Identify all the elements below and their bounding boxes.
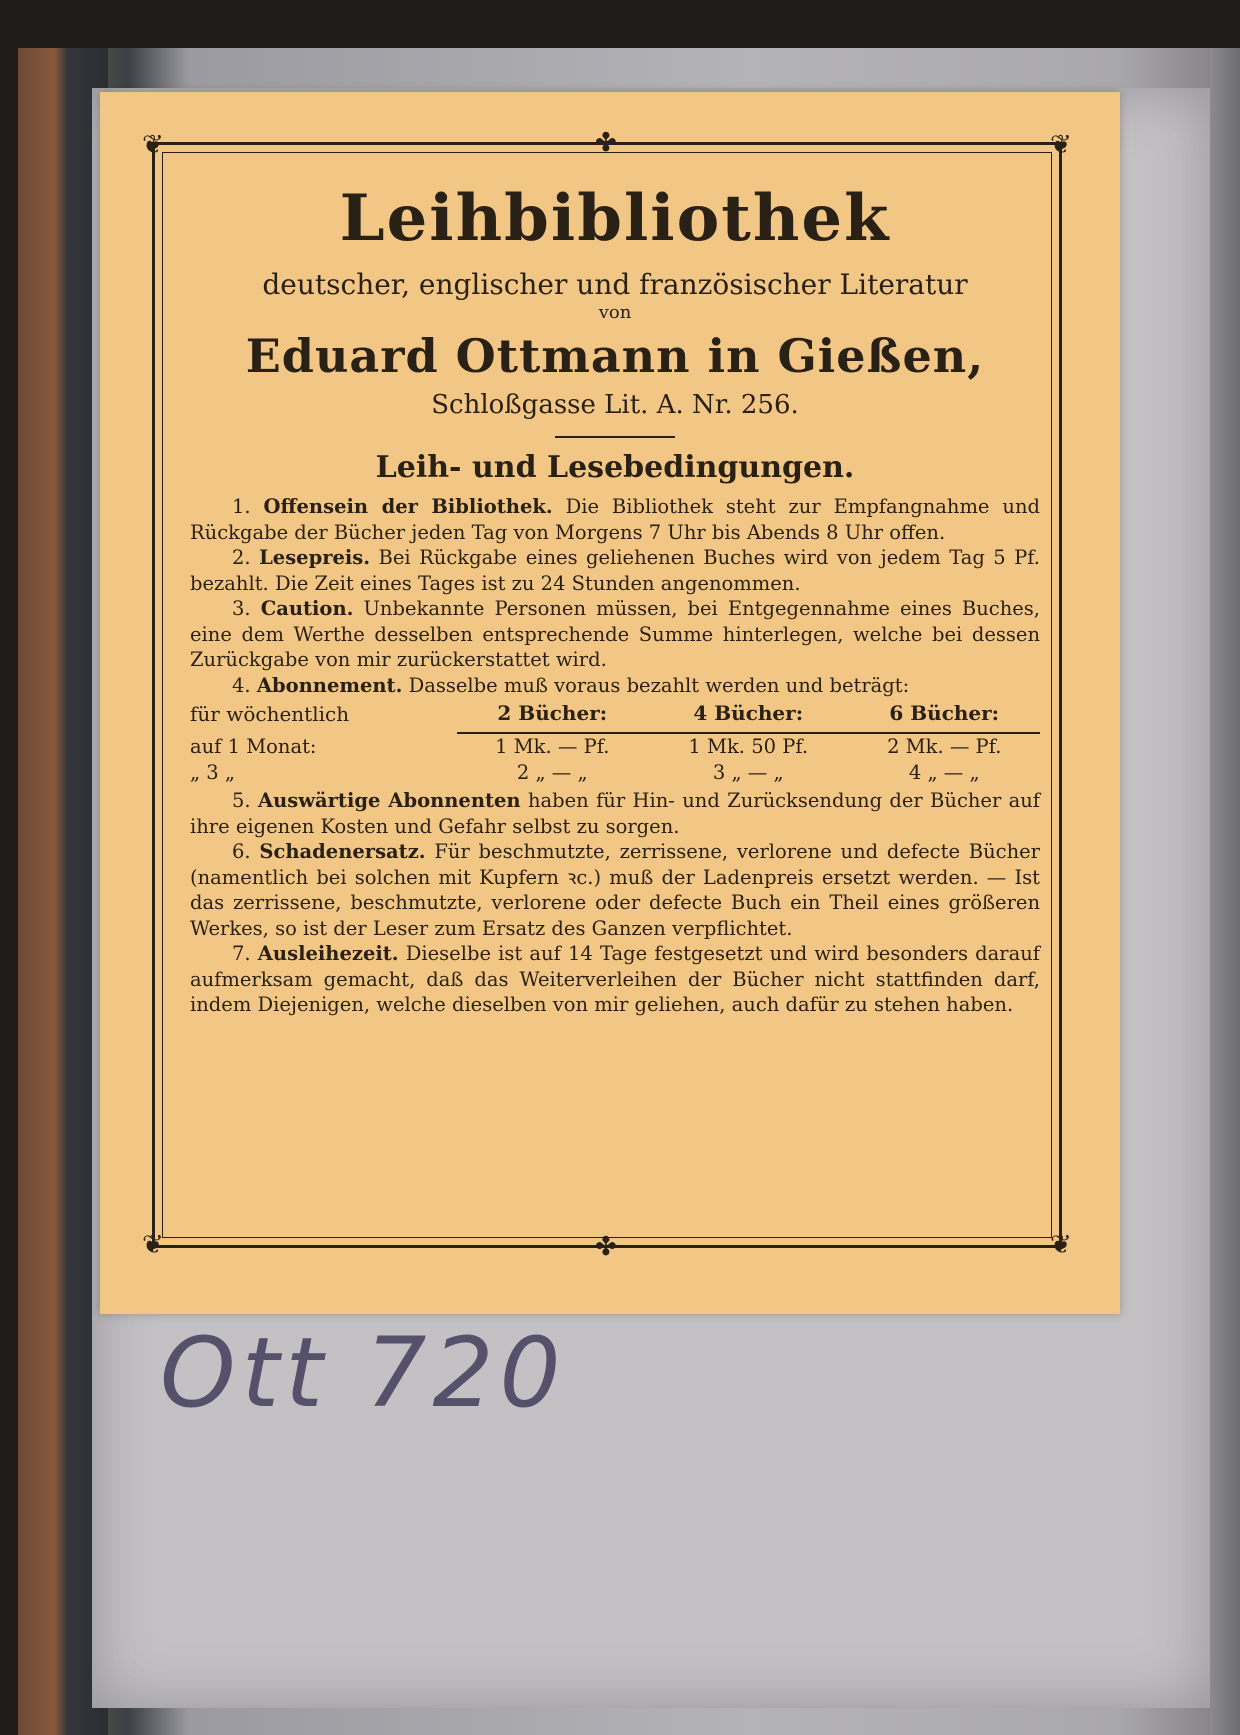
price-row (190, 760, 1040, 786)
label-title: Leihbibliothek (339, 181, 891, 256)
price-row (190, 733, 1040, 760)
right-spine (1210, 48, 1240, 1735)
corner-ornament-icon: ❦ (142, 1230, 164, 1260)
price-cell: 2 Mk. — Pf. (887, 735, 1002, 758)
price-cell: 1 Mk. — Pf. (495, 735, 610, 758)
price-header: 4 Bücher: (648, 700, 848, 733)
price-table (190, 700, 1040, 786)
bottom-ornament-icon: ✤ (595, 1232, 617, 1262)
corner-ornament-icon: ❦ (1050, 130, 1072, 160)
rule-item: 2. Lesepreis. Bei Rückgabe eines geliehenen Buches wird von jedem Tag 5 Pf. bezahlt. Die Zeit eines Tages ist zu 24 Stunden angenommen. (190, 546, 1040, 595)
rule-item: 4. Abonnement. Dasselbe muß voraus bezahlt werden und beträgt: (232, 673, 910, 697)
rule-item: 5. Auswärtige Abonnenten haben für Hin- und Zurücksendung der Bücher auf ihre eigenen Kosten und Gefahr selbst zu sorgen. (190, 789, 1041, 838)
corner-ornament-icon: ❦ (1050, 1230, 1072, 1260)
conditions-heading: Leih- und Lesebedingungen. (375, 450, 855, 485)
label-content (190, 172, 1040, 1232)
rule-item: 3. Caution. Unbekannte Personen müssen, bei Entgegennahme eines Buches, eine dem Werthe desselben entsprechende Summe hinterlegen, welche bei dessen Zurückgabe von mir zurückerstattet wird. (190, 597, 1041, 671)
price-cell: 4 „ — „ (908, 761, 980, 784)
rule-title: Ausleihezeit. (257, 942, 399, 965)
rule-text: Für beschmutzte, zerrissene, verlorene und defecte Bücher (namentlich bei solchen mit Kupfern ꝛc.) muß der Ladenpreis ersetzt werden. — Ist das zerrissene, beschmutzte, verlorene oder defecte Buch ein Theil eines größeren Werkes, so ist der Leser zum Ersatz des Ganzen verpflichtet. (190, 840, 1040, 940)
owner-name: Eduard Ottmann in Gießen, (245, 329, 985, 383)
shelfmark-text: Ott 720 (160, 1317, 567, 1429)
rule-title: Caution. (260, 597, 354, 620)
price-header: 6 Bücher: (848, 700, 1040, 733)
price-row-label: auf 1 Monat: (190, 734, 317, 758)
library-label (100, 92, 1120, 1314)
price-cell: 1 Mk. 50 Pf. (688, 735, 809, 758)
corner-ornament-icon: ❦ (142, 130, 164, 160)
conditions-list (190, 494, 1040, 1018)
rule-title: Offensein der Bibliothek. (263, 495, 553, 518)
price-cell: 3 „ — „ (712, 761, 784, 784)
price-table-lead: für wöchentlich (190, 701, 350, 726)
rule-item: 1. Offensein der Bibliothek. Die Bibliothek steht zur Empfangnahme und Rückgabe der Bücher jeden Tag von Morgens 7 Uhr bis Abends 8 Uhr offen. (190, 495, 1040, 544)
owner-address: Schloßgasse Lit. A. Nr. 256. (431, 390, 799, 420)
price-row-label: „ 3 „ (190, 761, 236, 784)
rule-text: Unbekannte Personen müssen, bei Entgegennahme eines Buches, eine dem Werthe desselben entsprechende Summe hinterlegen, welche bei dessen Zurückgabe von mir zurückerstattet wird. (190, 597, 1041, 671)
rule-text: Die Bibliothek steht zur Empfangnahme und Rückgabe der Bücher jeden Tag von Morgens 7 Uhr bis Abends 8 Uhr offen. (190, 495, 1040, 544)
price-cell: 2 „ — „ (516, 761, 588, 784)
rule-item: 6. Schadenersatz. Für beschmutzte, zerrissene, verlorene und defecte Bücher (namentlich bei solchen mit Kupfern ꝛc.) muß der Ladenpreis ersetzt werden. — Ist das zerrissene, beschmutzte, verlorene oder defecte Buch ein Theil eines größeren Werkes, so ist der Leser zum Ersatz des Ganzen verpflichtet. (190, 840, 1040, 940)
rule-text: Dieselbe ist auf 14 Tage festgesetzt und wird besonders darauf aufmerksam gemacht, daß das Weiterverleihen der Bücher nicht stattfinden darf, indem Diejenigen, welche dieselben von mir geliehen, auch dafür zu stehen haben. (190, 942, 1040, 1016)
rule-title: Abonnement. (256, 673, 403, 697)
top-ornament-icon: ✤ (595, 128, 617, 158)
rule-title: Auswärtige Abonnenten (257, 789, 521, 812)
rule-text: Bei Rückgabe eines geliehenen Buches wird von jedem Tag 5 Pf. bezahlt. Die Zeit eines Tages ist zu 24 Stunden angenommen. (190, 546, 1040, 595)
rule-text: haben für Hin- und Zurücksendung der Bücher auf ihre eigenen Kosten und Gefahr selbst zu sorgen. (190, 789, 1041, 838)
rule-text: Dasselbe muß voraus bezahlt werden und beträgt: (408, 673, 910, 697)
label-subtitle: deutscher, englischer und französischer Literatur (262, 268, 968, 301)
label-von: von (598, 302, 632, 323)
rule-title: Schadenersatz. (259, 840, 426, 863)
divider (555, 436, 675, 438)
pencil-shelfmark (160, 1318, 640, 1428)
rule-title: Lesepreis. (259, 546, 371, 569)
price-header: 2 Bücher: (457, 700, 649, 733)
rule-item: 7. Ausleihezeit. Dieselbe ist auf 14 Tage festgesetzt und wird besonders darauf aufmerksam gemacht, daß das Weiterverleihen der Bücher nicht stattfinden darf, indem Diejenigen, welche dieselben von mir geliehen, auch dafür zu stehen haben. (190, 942, 1040, 1016)
